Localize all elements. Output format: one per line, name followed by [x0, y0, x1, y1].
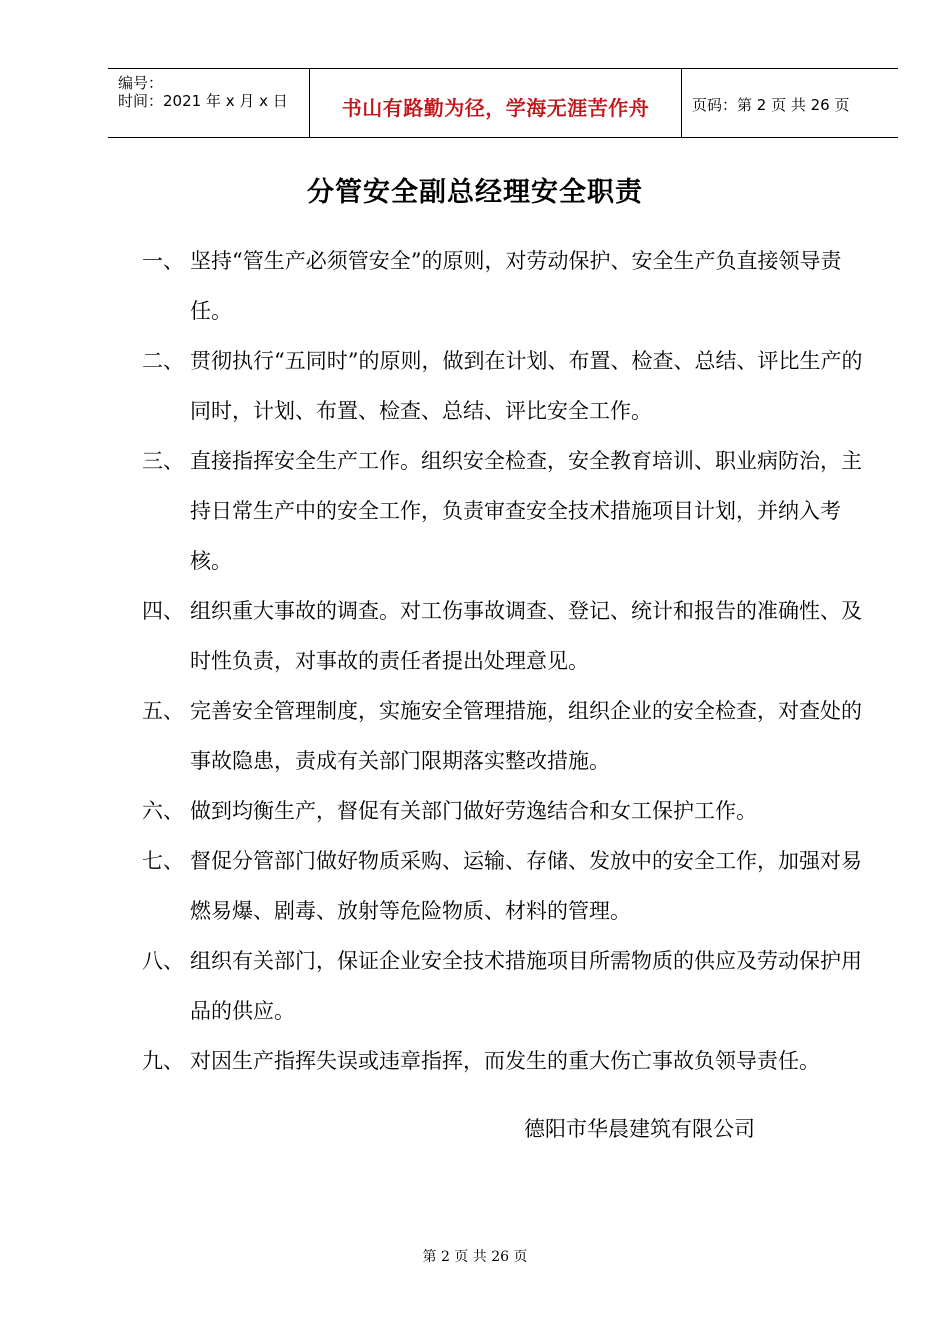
header-meta-cell: [108, 69, 310, 137]
duty-item-text: 坚持“管生产必须管安全”的原则，对劳动保护、安全生产负直接领导责任。: [190, 249, 842, 323]
duty-item-text: 对因生产指挥失误或违章指挥，而发生的重大伤亡事故负领导责任。: [190, 1049, 820, 1073]
duty-item-number: 三、: [142, 449, 184, 473]
header-motto-cell: [310, 69, 682, 137]
page-footer: 第 2 页 共 26 页: [422, 1249, 528, 1265]
duty-item: [142, 436, 882, 586]
duty-item: [142, 1036, 882, 1086]
duty-item-number: 七、: [142, 849, 184, 873]
duty-item: [142, 786, 882, 836]
duty-list: [142, 236, 882, 1086]
duty-item-number: 二、: [142, 349, 184, 373]
duty-item-number: 一、: [142, 249, 184, 273]
duty-item-text: 组织有关部门，保证企业安全技术措施项目所需物质的供应及劳动保护用品的供应。: [190, 949, 862, 1023]
duty-item: [142, 936, 882, 1036]
document-title: 分管安全副总经理安全职责: [307, 177, 643, 208]
duty-item-number: 四、: [142, 599, 184, 623]
duty-item: [142, 336, 882, 436]
duty-item: [142, 836, 882, 936]
company-signature: 德阳市华晨建筑有限公司: [524, 1117, 755, 1141]
document-time-label: 时间：2021 年 x 月 x 日: [118, 92, 288, 110]
duty-item-text: 组织重大事故的调查。对工伤事故调查、登记、统计和报告的准确性、及时性负责，对事故的责任者提出处理意见。: [190, 599, 862, 673]
duty-item: [142, 586, 882, 686]
duty-item-number: 九、: [142, 1049, 184, 1073]
document-number-label: 编号：: [118, 74, 164, 92]
document-header: [108, 68, 898, 138]
duty-item-text: 做到均衡生产，督促有关部门做好劳逸结合和女工保护工作。: [190, 799, 757, 823]
duty-item-number: 五、: [142, 699, 184, 723]
duty-item-text: 贯彻执行“五同时”的原则，做到在计划、布置、检查、总结、评比生产的同时，计划、布置、检查、总结、评比安全工作。: [190, 349, 863, 423]
duty-item-number: 六、: [142, 799, 184, 823]
duty-item-text: 督促分管部门做好物质采购、运输、存储、发放中的安全工作，加强对易燃易爆、剧毒、放射等危险物质、材料的管理。: [190, 849, 862, 923]
header-page-info: 页码：第 2 页 共 26 页: [692, 95, 850, 114]
duty-item-text: 完善安全管理制度，实施安全管理措施，组织企业的安全检查，对查处的事故隐患，责成有关部门限期落实整改措施。: [190, 699, 862, 773]
duty-item-text: 直接指挥安全生产工作。组织安全检查，安全教育培训、职业病防治，主持日常生产中的安全工作，负责审查安全技术措施项目计划，并纳入考核。: [190, 449, 862, 573]
header-page-cell: [682, 69, 898, 137]
duty-item: [142, 686, 882, 786]
header-motto: 书山有路勤为径，学海无涯苦作舟: [341, 95, 650, 120]
duty-item: [142, 236, 882, 336]
duty-item-number: 八、: [142, 949, 184, 973]
